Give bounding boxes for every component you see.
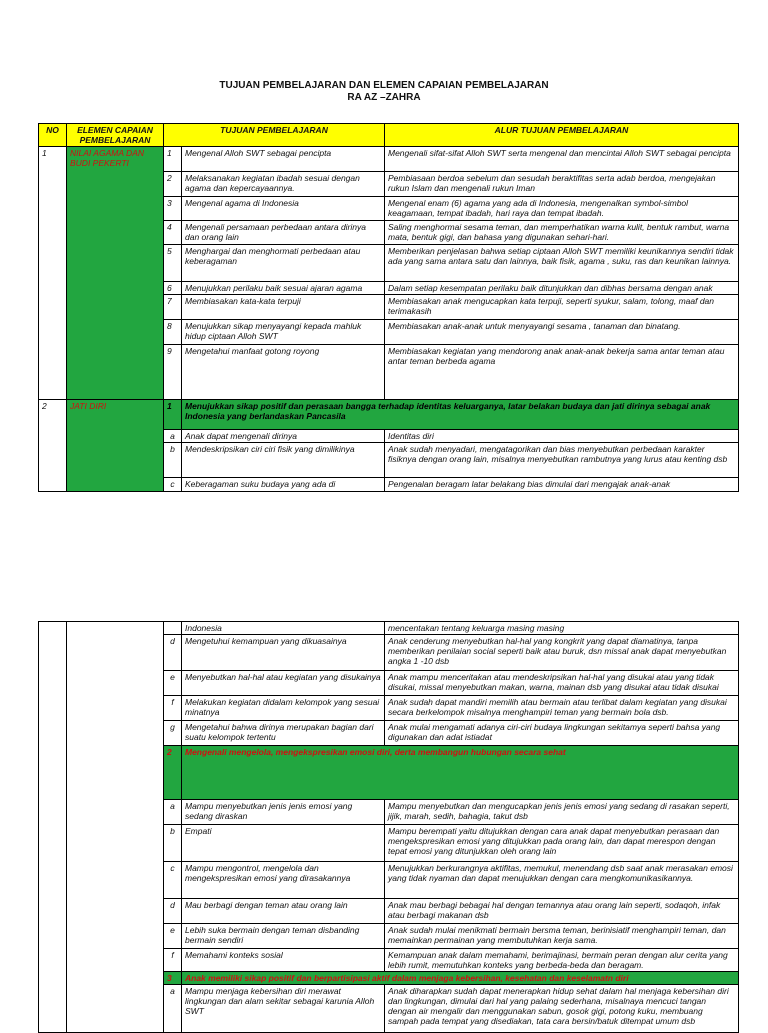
tujuan-text: Anak dapat mengenali dirinya: [182, 430, 385, 443]
item-number: 2: [164, 172, 182, 197]
curriculum-table-page2: [38, 621, 739, 1033]
element-name: JATI DIRI: [67, 400, 164, 492]
item-number: e: [164, 671, 182, 696]
document-subtitle: RA AZ –ZAHRA: [347, 92, 421, 103]
tujuan-text: Melakukan kegiatan didalam kelompok yang sesuai minatnya: [182, 696, 385, 721]
item-number: f: [164, 949, 182, 972]
tujuan-text: Mendeskripsikan ciri ciri fisik yang dimilikinya: [182, 443, 385, 478]
item-number: b: [164, 825, 182, 862]
alur-text: Anak sudah dapat mandiri memilih atau bermain atau terlibat dalam kegiatan yang disukai secara berkelompok misalnya menghampiri teman yang bermain bola dsb.: [385, 696, 739, 721]
alur-text: Membiasakan anak-anak untuk menyayangi sesama , tanaman dan binatang.: [385, 320, 739, 345]
curriculum-table-page1: [38, 123, 739, 492]
header-tujuan: TUJUAN PEMBELAJARAN: [164, 124, 385, 147]
alur-text: Anak mau berbagi bebagai hal dengan temannya atau orang lain seperti, sodaqoh, infak atau berbagi makanan dsb: [385, 899, 739, 924]
alur-text: Anak sudah menyadari, mengatagorikan dan bias menyebutkan perbedaan karakter fisiknya dengan orang lain, misalnya menyebutkan rambutnya yang lurus atau kenting dsb: [385, 443, 739, 478]
item-number: 8: [164, 320, 182, 345]
item-number: b: [164, 443, 182, 478]
element-name: NILAI AGAMA DAN BUDI PEKERTI: [67, 147, 164, 400]
alur-text: Anak cenderung menyebutkan hal-hal yang kongkrit yang dapat diamatinya, tanpa memberikan penilaian social seperti baik atau buruk, dsn missal anak dapat menyebutkan angka 1 -10 dsb: [385, 635, 739, 671]
tujuan-text: Keberagaman suku budaya yang ada di: [182, 478, 385, 492]
tujuan-text: Mengetuhui kemampuan yang dikuasainya: [182, 635, 385, 671]
item-number: 9: [164, 345, 182, 400]
tujuan-text: Mengenali persamaan perbedaan antara dirinya dan orang lain: [182, 221, 385, 245]
alur-text: Mampu menyebutkan dan mengucapkan jenis jenis emosi yang sedang di rasakan seperti, jijik, marah, sedih, bahagia, takut dsb: [385, 800, 739, 825]
element-continued: [67, 622, 164, 1033]
item-number: 7: [164, 295, 182, 320]
item-number: e: [164, 924, 182, 949]
tujuan-text: Membiasakan kata-kata terpuji: [182, 295, 385, 320]
tujuan-text: Menyebutkan hal-hal atau kegiatan yang disukainya: [182, 671, 385, 696]
table-header-row: [39, 124, 739, 147]
alur-text: Pengenalan beragam latar belakang bias dimulai dari mengajak anak-anak: [385, 478, 739, 492]
tujuan-text: Menghargai dan menghormati perbedaan atau keberagaman: [182, 245, 385, 282]
subsection-title: Menujukkan sikap positif dan perasaan bangga terhadap identitas keluarganya, latar belakan budaya dan jati dirinya sebagai anak Indonesia yang berlandaskan Pancasila: [182, 400, 739, 430]
header-elemen: ELEMEN CAPAIAN PEMBELAJARAN: [67, 124, 164, 147]
tujuan-text: Mengenal agama di Indonesia: [182, 197, 385, 221]
alur-text: Saling menghormai sesama teman, dan memperhatikan warna kulit, bentuk rambut, warna mata, bentuk gigi, dan bahasa yang digunakan sehari-hari.: [385, 221, 739, 245]
alur-text: Anak sudah mulai menikmati bermain bersma teman, berinisiatif menghampiri teman, dan memainkan permainan yang membutuhkan kerja sama.: [385, 924, 739, 949]
alur-text: Anak diharapkan sudah dapat menerapkan hidup sehat dalam hal menjaga kebersihan diri dan lingkungan, dimulai dari hal yang palaing sederhana, misalnaya mencuci tangan dengan air mengalir dan menggunakan sabun, gosok gigi, potong kuku, membuang sampah pada tempat yang disediakan, tata cara bersin/batuk ditempat umum dsb: [385, 985, 739, 1033]
item-number: 4: [164, 221, 182, 245]
subsection-number: 2: [164, 746, 182, 800]
alur-text: Menujukkan berkurangnya aktifitas, memukul, menendang dsb saat anak merasakan emosi yang tidak nyaman dan dapat menujukkan dengan cara mengkomunikasikannya.: [385, 862, 739, 899]
tujuan-text: Melaksanakan kegiatan ibadah sesuai dengan agama dan kepercayaannya.: [182, 172, 385, 197]
row-number: 2: [39, 400, 67, 492]
alur-text: Identitas diri: [385, 430, 739, 443]
alur-text: Mampu berempati yaitu ditujukkan dengan cara anak dapat menyebutkan perasaan dan mengekspresikan emosi yang ditujukkan pada orang lain, dan dapat merespon dengan tepat emosi yang ditunjukkan oleh orang lain: [385, 825, 739, 862]
table-row: [39, 147, 739, 172]
tujuan-text: Mampu menyebutkan jenis jenis emosi yang sedang diraskan: [182, 800, 385, 825]
tujuan-text: Menujukkan sikap menyayangi kepada mahluk hidup ciptaan Alloh SWT: [182, 320, 385, 345]
subsection-title: Anak memiliki sikap positif dan berpartisipasi aktif dalam menjaga kebersihan, kesehatan dan keselamatn diri: [182, 972, 739, 985]
alur-text: Kemampuan anak dalam memahami, berimajinasi, bermain peran dengan alur cerita yang lebih rumit, memutuhkan konteks yang berbeda-beda dan beragam.: [385, 949, 739, 972]
item-number: d: [164, 899, 182, 924]
row-number: 1: [39, 147, 67, 400]
header-alur: ALUR TUJUAN PEMBELAJARAN: [385, 124, 739, 147]
item-number: g: [164, 721, 182, 746]
alur-text: Pembiasaan berdoa sebelum dan sesudah beraktifitas serta adab berdoa, mengejakan rukun Islam dan mengenali rukun Iman: [385, 172, 739, 197]
tujuan-text: Mengetahui bahwa dirinya merupakan bagian dari suatu kelompok tertentu: [182, 721, 385, 746]
item-number: 1: [164, 147, 182, 172]
item-number: 6: [164, 282, 182, 295]
section-row: [39, 400, 739, 430]
tujuan-text: Mampu menjaga kebersihan diri merawat lingkungan dan alam sekitar sebagai karunia Alloh SWT: [182, 985, 385, 1033]
alur-text: Dalam setiap kesempatan perilaku baik ditunjukkan dan dibhas bersama dengan anak: [385, 282, 739, 295]
tujuan-text: Lebih suka bermain dengan teman disbanding bermain sendiri: [182, 924, 385, 949]
tujuan-text: Empati: [182, 825, 385, 862]
item-number: [164, 622, 182, 635]
alur-text: Membiasakan anak mengucapkan kata terpuji, seperti syukur, salam, tolong, maaf dan terimakasih: [385, 295, 739, 320]
subsection-number: 3: [164, 972, 182, 985]
item-number: 5: [164, 245, 182, 282]
tujuan-text: Mengetahui manfaat gotong royong: [182, 345, 385, 400]
row-number-continued: [39, 622, 67, 1033]
item-number: a: [164, 985, 182, 1033]
item-number: f: [164, 696, 182, 721]
tujuan-text: Mampu mengontrol, mengelola dan mengekspresikan emosi yang dirasakannya: [182, 862, 385, 899]
item-number: d: [164, 635, 182, 671]
alur-text: Anak mulai mengamati adanya ciri-ciri budaya lingkungan sekitamya seperti bahsa yang digunakan dan adat istiadat: [385, 721, 739, 746]
header-no: NO: [39, 124, 67, 147]
tujuan-text: Menujukkan perilaku baik sesuai ajaran agama: [182, 282, 385, 295]
subsection-title: Mengenali mengelola, mengekspresikan emosi diri, derta membangun hubungan secara sehat: [182, 746, 739, 800]
item-number: a: [164, 430, 182, 443]
tujuan-text: Indonesia: [182, 622, 385, 635]
tujuan-text: Mengenal Alloh SWT sebagai pencipta: [182, 147, 385, 172]
alur-text: mencentakan tentang keluarga masing masing: [385, 622, 739, 635]
document-title: TUJUAN PEMBELAJARAN DAN ELEMEN CAPAIAN PEMBELAJARAN: [219, 80, 549, 91]
alur-text: Mengenal enam (6) agama yang ada di Indonesia, mengenalkan symbol-simbol keagamaan, tempat ibadah, hari raya dan tempat ibadah.: [385, 197, 739, 221]
item-number: c: [164, 862, 182, 899]
page-break: [0, 525, 768, 615]
alur-text: Memberikan penjelasan bahwa setiap ciptaan Alloh SWT memiliki keunikannya sendiri tidak ada yang sama antara satu dan lainnya, baik fisik, agama , suku, ras dan keunikan lainnya.: [385, 245, 739, 282]
item-number: 3: [164, 197, 182, 221]
tujuan-text: Mau berbagi dengan teman atau orang lain: [182, 899, 385, 924]
subsection-number: 1: [164, 400, 182, 430]
item-number: c: [164, 478, 182, 492]
alur-text: Mengenali sifat-sifat Alloh SWT serta mengenal dan mencintai Alloh SWT sebagai pencipta: [385, 147, 739, 172]
alur-text: Anak mampu menceritakan atau mendeskripsikan hal-hal yang disukai atau yang tidak disukai, missal menyebutkan makan, warna, mainan dsb yang disukai atau tidak disukai: [385, 671, 739, 696]
table-row: [39, 622, 739, 635]
alur-text: Membiasakan kegiatan yang mendorong anak anak-anak bekerja sama antar teman atau antar teman berbeda agama: [385, 345, 739, 400]
tujuan-text: Memahami konteks sosial: [182, 949, 385, 972]
item-number: a: [164, 800, 182, 825]
